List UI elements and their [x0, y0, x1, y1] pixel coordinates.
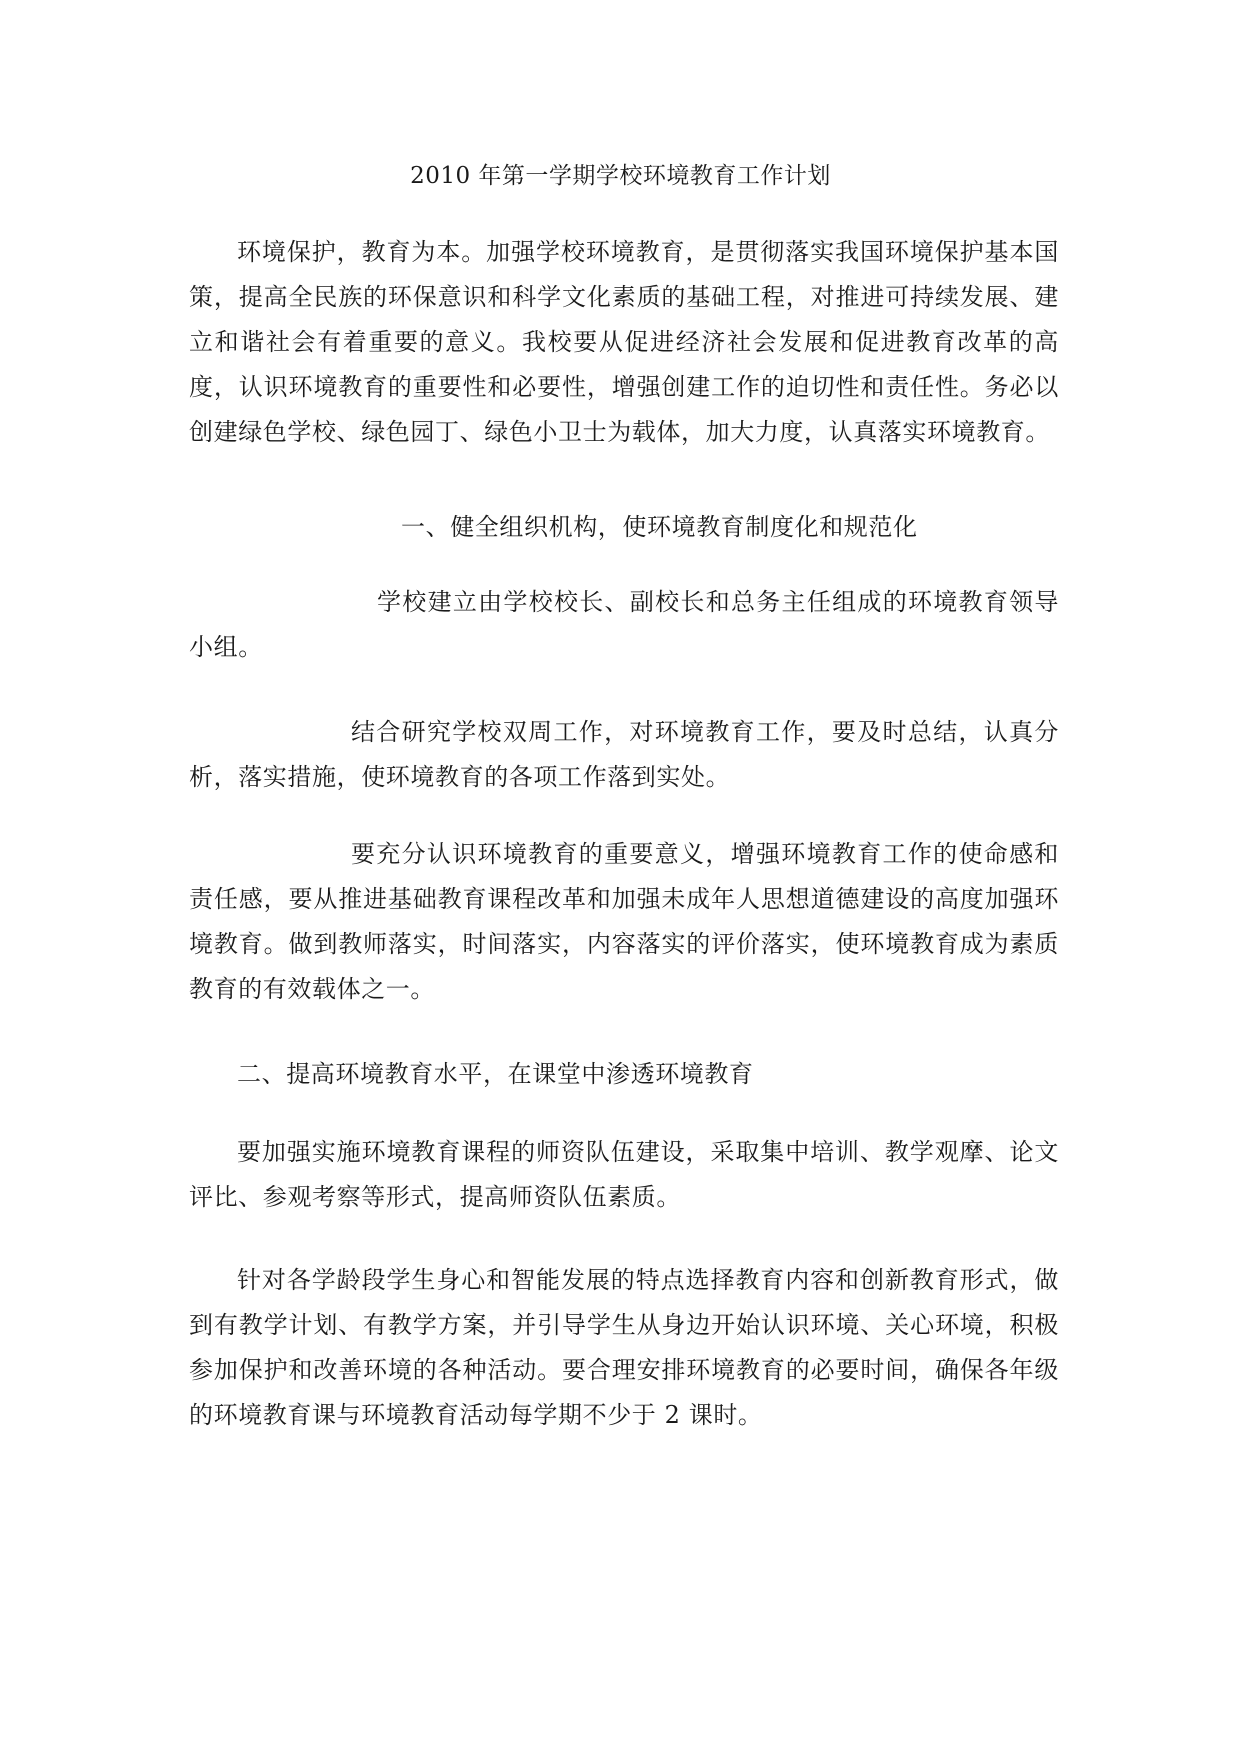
section-1-paragraph-1: 学校建立由学校校长、副校长和总务主任组成的环境教育领导小组。	[189, 588, 1059, 661]
section-1-paragraph-3: 要充分认识环境教育的重要意义，增强环境教育工作的使命感和责任感，要从推进基础教育课程改革和加强未成年人思想道德建设的高度加强环境教育。做到教师落实，时间落实，内容落实的评价落实，使环境教育成为素质教育的有效载体之一。	[189, 840, 1059, 1003]
section-1-paragraph-2: 结合研究学校双周工作，对环境教育工作，要及时总结，认真分析，落实措施，使环境教育的各项工作落到实处。	[189, 718, 1059, 791]
document-title: 2010 年第一学期学校环境教育工作计划	[410, 163, 831, 189]
section-2-paragraph-1: 要加强实施环境教育课程的师资队伍建设，采取集中培训、教学观摩、论文评比、参观考察等形式，提高师资队伍素质。	[189, 1138, 1059, 1211]
section-2-heading: 二、提高环境教育水平，在课堂中渗透环境教育	[237, 1060, 754, 1088]
section-2-paragraph-2: 针对各学龄段学生身心和智能发展的特点选择教育内容和创新教育形式，做到有教学计划、有教学方案，并引导学生从身边开始认识环境、关心环境，积极参加保护和改善环境的各种活动。要合理安排环境教育的必要时间，确保各年级的环境教育课与环境教育活动每学期不少于 2 课时。	[189, 1266, 1059, 1429]
intro-paragraph: 环境保护，教育为本。加强学校环境教育，是贯彻落实我国环境保护基本国策，提高全民族的环保意识和科学文化素质的基础工程，对推进可持续发展、建立和谐社会有着重要的意义。我校要从促进经济社会发展和促进教育改革的高度，认识环境教育的重要性和必要性，增强创建工作的迫切性和责任性。务必以创建绿色学校、绿色园丁、绿色小卫士为载体，加大力度，认真落实环境教育。	[189, 238, 1059, 446]
section-1-heading: 一、健全组织机构，使环境教育制度化和规范化	[401, 513, 918, 541]
